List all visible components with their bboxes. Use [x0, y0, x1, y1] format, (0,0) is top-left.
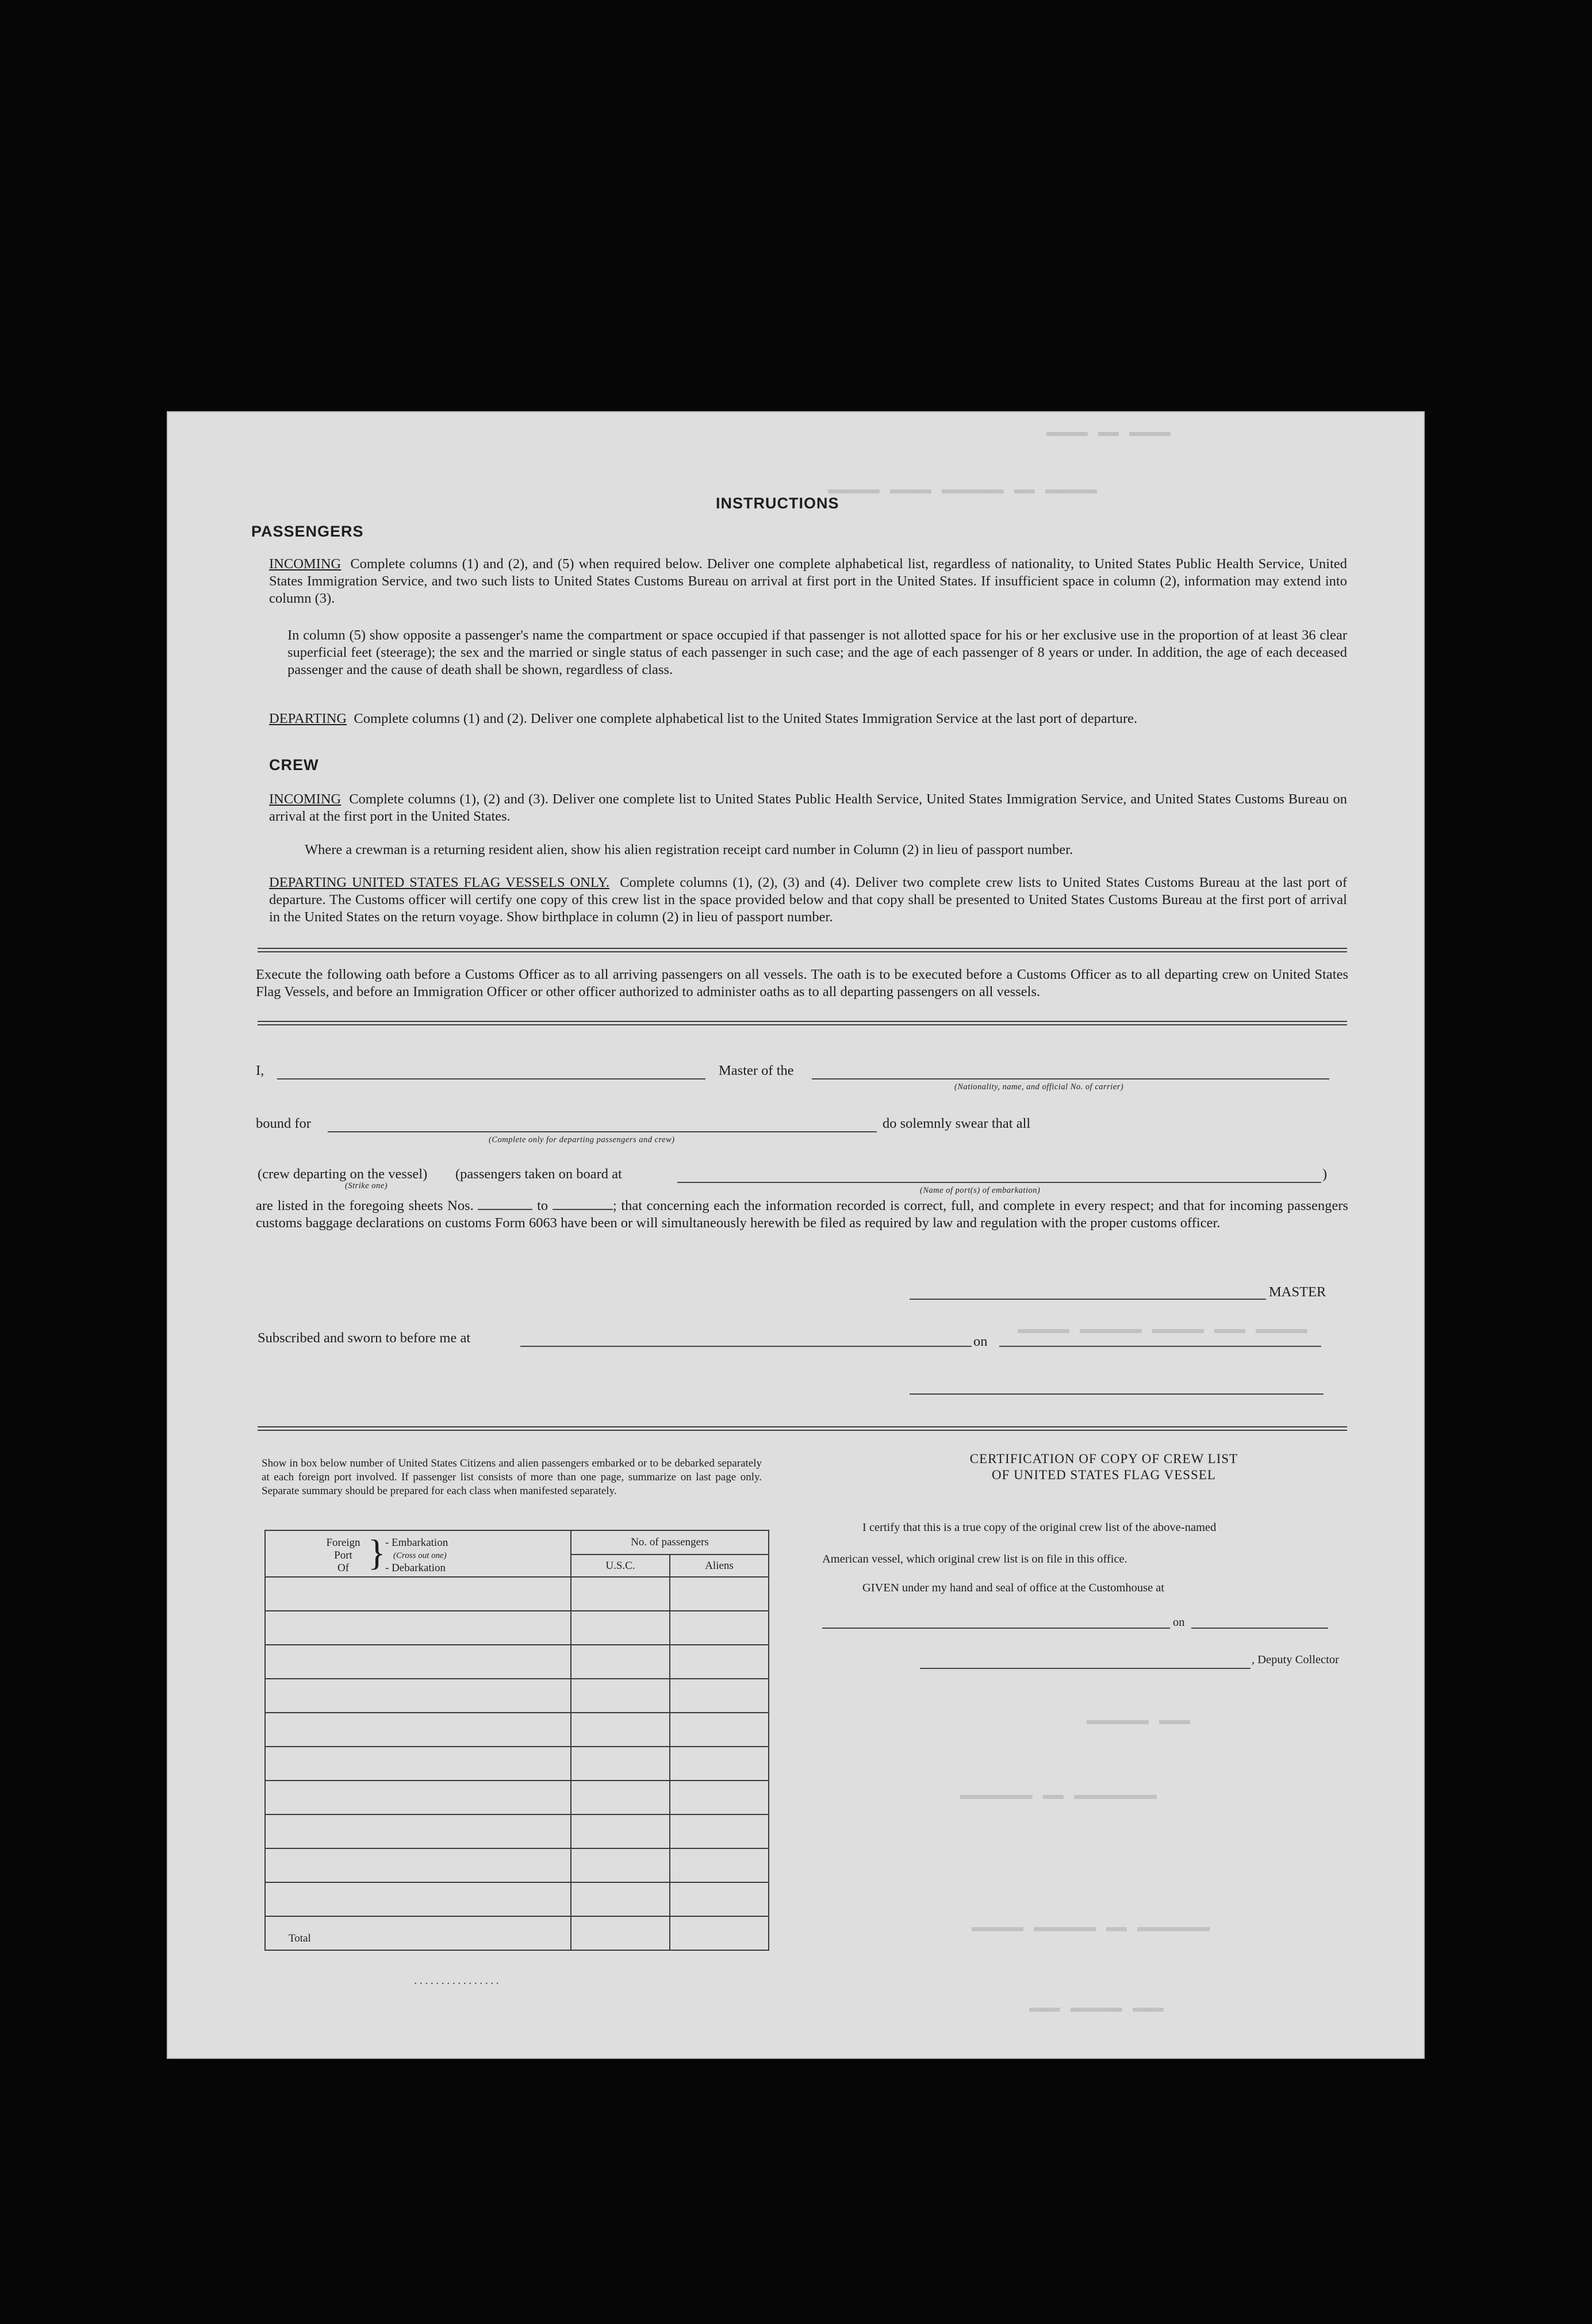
form-sheet: ▬▬▬▬ ▬▬ ▬▬▬▬ ▬▬▬▬▬ ▬▬▬▬ ▬▬▬▬▬▬ ▬▬ ▬▬▬▬▬ ▬▬▬▬▬ ▬▬▬▬▬▬ ▬▬▬▬▬ ▬▬▬ ▬▬▬▬▬ ▬▬▬▬▬▬ ▬▬▬ ▬▬▬▬▬▬▬ ▬▬ ▬▬▬▬▬▬▬▬ ▬▬▬▬▬ ▬▬▬▬▬▬ ▬▬ ▬▬▬▬▬▬▬ ▬▬▬ ▬▬▬▬▬ ▬▬▬ INSTRUCTIONS PASSENGERS INCOMING Complete columns (1) and (2), and (5) when required below. Deliver one complete alphabetical list, regardless of nationality, to United States Public Health Service, United States Immigration Service, and two such lists to United States Customs Bureau on arrival at first port in the United States. If insufficient space in column (2), information may extend into column (3). In column (5) show opposite a passenger's name the compartment or space occupied if that passenger is not allotted space for his or her exclusive use in the proportion of at least 36 clear superficial feet (steerage); the sex and the married or single status of each passenger in such case; and the age of each passenger of 8 years or under. In addition, the age of each deceased passenger and the cause of death shall be shown, regardless of class. DEPARTING Complete columns (1) and (2). Deliver one complete alphabetical list to the United States Immigration Service at the last port of departure. CREW INCOMING Complete columns (1), (2) and (3). Deliver one complete list to United States Public Health Service, United States Immigration Service, and United States Customs Bureau on arrival at the first port in the United States. Where a crewman is a returning resident alien, show his alien registration receipt card number in Column (2) in lieu of passport number. DEPARTING UNITED STATES FLAG VESSELS ONLY. Complete columns (1), (2), (3) and (4). Deliver two complete crew lists to United States Customs Bureau at the last port of departure. The Customs officer will certify one copy of this crew list in the space provided below and that copy shall be presented to United States Customs Bureau at the first port of arrival in the United States on the return voyage. Show birthplace in column (2) in lieu of passport number. Execute the following oath before a Customs Officer as to all arriving passengers on all vessels. The oath is to be executed before a Customs Officer as to all departing crew on United States Flag Vessels, and before an Immigration Officer or other officer authorized to administer oaths as to all departing passengers on all vessels. I, Master of the (Nationality, name, and official No. of carrier) bound for (Complete only for departing passengers and crew) do solemnly swear that all (crew departing on the vessel) (Strike one) (passengers taken on board at (Name of port(s) of embarkation) ) are listed in the foregoing sheets Nos. to ; that concerning each the information recorded is correct, full, and complete in every respect; and that for incoming passengers customs baggage declarations on customs Form 6063 have been or will simultaneously herewith be filed as required by law and regulation with the proper customs officer. MASTER Subscribed and sworn to before me at on Show in box below number of United States Citizens and alien passengers embarked or to be debarked separately at each foreign port involved. If passenger list consists of more than one page, summarize on last page only. Separate summary should be prepared for each class when manifested separately. Foreign Port Of } - Embarkation (Cross out one) - Debarkation No. of passengers U.S.C. Aliens Total CERTIFICATION OF COPY OF CREW LIST OF UNITED STATES FLAG VESSEL I certify that this is a true copy of the original crew list of the above-named American vessel, which original crew list is on file in this office. GIVEN under my hand and seal of office at the Customhouse at on , Deputy Collector ................ — [167, 411, 1425, 2059]
given-under-label: GIVEN under my hand and seal of office at the Customhouse at — [862, 1582, 1165, 1594]
foreign-port-header — [265, 1530, 571, 1577]
passengers-departing-text: Complete columns (1) and (2). Deliver one complete alphabetical list to the United States Immigration Service at the last port of departure. — [354, 711, 1138, 726]
port-cell[interactable] — [265, 1882, 571, 1916]
close-paren: ) — [1322, 1166, 1328, 1182]
embarkation-ports-line[interactable] — [677, 1182, 1321, 1183]
summary-row — [265, 1882, 769, 1916]
usc-cell[interactable] — [571, 1781, 670, 1814]
crew-incoming-instruction — [269, 791, 1347, 825]
aliens-cell[interactable] — [670, 1611, 769, 1645]
aliens-cell[interactable] — [670, 1814, 769, 1848]
crew-incoming-text: Complete columns (1), (2) and (3). Deliver one complete list to United States Public Health Service, United States Immigration Service, and United States Customs Bureau on arrival at the first port in the United States. — [269, 791, 1347, 824]
port-cell[interactable] — [265, 1645, 571, 1679]
dotted-mark: ................ — [414, 1973, 501, 1987]
passengers-taken-option: (passengers taken on board at — [455, 1166, 622, 1182]
aliens-cell[interactable] — [670, 1848, 769, 1882]
aliens-cell[interactable] — [670, 1713, 769, 1747]
total-usc-cell[interactable] — [571, 1916, 670, 1950]
section-divider-2 — [258, 1021, 1347, 1025]
instructions-heading: INSTRUCTIONS — [716, 495, 839, 512]
sworn-date-line[interactable] — [999, 1346, 1321, 1347]
deputy-collector-label: , Deputy Collector — [1252, 1653, 1340, 1666]
no-of-passengers-header: No. of passengers — [571, 1530, 769, 1555]
port-cell[interactable] — [265, 1577, 571, 1611]
bound-for-caption: (Complete only for departing passengers and crew) — [489, 1135, 675, 1144]
port-cell[interactable] — [265, 1747, 571, 1781]
passengers-departing-instruction — [269, 710, 1347, 728]
oath-instruction: Execute the following oath before a Customs Officer as to all arriving passengers on all vessels. The oath is to be executed before a Customs Officer as to all departing crew on United States Flag Vessels, and before an Immigration Officer or other officer authorized to administer oaths as to all departing passengers on all vessels. — [256, 967, 1348, 1000]
usc-header: U.S.C. — [571, 1555, 670, 1576]
customhouse-place-line[interactable] — [822, 1628, 1170, 1629]
crew-resident-instruction: Where a crewman is a returning resident alien, show his alien registration receipt card number in Column (2) in lieu of passport number. — [305, 842, 1073, 857]
vessel-name-line[interactable] — [812, 1078, 1329, 1079]
aliens-cell[interactable] — [670, 1747, 769, 1781]
certification-title-line2: OF UNITED STATES FLAG VESSEL — [992, 1468, 1216, 1482]
port-cell[interactable] — [265, 1814, 571, 1848]
crew-incoming-label: INCOMING — [269, 791, 342, 807]
deputy-signature-line[interactable] — [920, 1668, 1250, 1669]
total-aliens-cell[interactable] — [670, 1916, 769, 1950]
port-cell[interactable] — [265, 1781, 571, 1814]
swear-label: do solemnly swear that all — [883, 1116, 1031, 1131]
crew-departing-label: DEPARTING UNITED STATES FLAG VESSELS ONLY. — [269, 875, 610, 890]
strike-one-caption: (Strike one) — [345, 1181, 388, 1190]
usc-cell[interactable] — [571, 1611, 670, 1645]
ports-caption: (Name of port(s) of embarkation) — [920, 1186, 1041, 1195]
crew-departing-option: (crew departing on the vessel) — [258, 1166, 428, 1182]
master-label: MASTER — [1269, 1284, 1326, 1300]
sheet-to-line[interactable] — [553, 1199, 613, 1210]
sworn-on-label: on — [973, 1334, 988, 1349]
usc-cell[interactable] — [571, 1814, 670, 1848]
master-of-the-label: Master of the — [719, 1063, 794, 1078]
passengers-departing-label: DEPARTING — [269, 711, 347, 726]
usc-cell[interactable] — [571, 1848, 670, 1882]
oath-statement-text: ; that concerning each the information recorded is correct, full, and complete in every respect; and that for incoming passengers customs baggage declarations on customs Form 6063 have been or will simultaneously herewith be filed as required by law and regulation with the proper customs officer. — [256, 1198, 1349, 1231]
bound-for-line[interactable] — [328, 1131, 877, 1132]
port-cell[interactable] — [265, 1611, 571, 1645]
officer-signature-line[interactable] — [910, 1393, 1324, 1395]
summary-row — [265, 1645, 769, 1679]
passengers-incoming-text: Complete columns (1) and (2), and (5) when required below. Deliver one complete alphabetical list, regardless of nationality, to United States Public Health Service, United States Immigration Service, and two such lists to United States Customs Bureau on arrival at first port in the United States. If insufficient space in column (2), information may extend into column (3). — [269, 556, 1348, 606]
sheet-from-line[interactable] — [478, 1199, 532, 1210]
certification-title — [880, 1451, 1328, 1483]
aliens-cell[interactable] — [670, 1679, 769, 1713]
summary-row — [265, 1713, 769, 1747]
certification-date-line[interactable] — [1191, 1628, 1328, 1629]
summary-rows — [265, 1577, 769, 1917]
sheets-prefix: are listed in the foregoing sheets Nos. — [256, 1198, 474, 1213]
certify-line1: I certify that this is a true copy of the original crew list of the above-named — [862, 1521, 1217, 1534]
summary-row — [265, 1848, 769, 1882]
summary-row — [265, 1679, 769, 1713]
foreign-label: Foreign — [326, 1537, 360, 1549]
summary-row — [265, 1781, 769, 1814]
passengers-incoming-instruction — [269, 556, 1347, 607]
summary-row — [265, 1814, 769, 1848]
certification-title-line1: CERTIFICATION OF COPY OF CREW LIST — [969, 1452, 1238, 1466]
oath-statement — [256, 1197, 1348, 1232]
usc-cell[interactable] — [571, 1679, 670, 1713]
port-label: Port — [334, 1549, 352, 1561]
of-label: Of — [337, 1562, 350, 1574]
section-divider-1 — [258, 948, 1347, 952]
aliens-cell[interactable] — [670, 1781, 769, 1814]
oath-i-label: I, — [256, 1063, 264, 1078]
certify-line2: American vessel, which original crew list is on file in this office. — [822, 1553, 1127, 1565]
summary-row — [265, 1577, 769, 1611]
master-name-line[interactable] — [277, 1078, 705, 1079]
crew-departing-instruction — [269, 874, 1347, 926]
usc-cell[interactable] — [571, 1747, 670, 1781]
crew-heading: CREW — [269, 756, 319, 774]
summary-instruction: Show in box below number of United States Citizens and alien passengers embarked or to be debarked separately at each foreign port involved. If passenger list consists of more than one page, summarize on last page only. Separate summary should be prepared for each class when manifested separately. — [262, 1457, 762, 1497]
passenger-summary-table — [264, 1530, 769, 1951]
crew-departing-text: Complete columns (1), (2), (3) and (4). Deliver two complete crew lists to United States Customs Bureau at the last port of departure. The Customs officer will certify one copy of this crew list in the space provided below and that copy shall be presented to United States Customs Bureau at the first port of arrival in the United States on the return voyage. Show birthplace in column (2) in lieu of passport number. — [269, 875, 1347, 925]
usc-cell[interactable] — [571, 1713, 670, 1747]
passengers-heading: PASSENGERS — [251, 523, 364, 540]
total-label: Total — [265, 1916, 571, 1950]
subscribed-label: Subscribed and sworn to before me at — [258, 1330, 471, 1346]
passengers-column5-instruction: In column (5) show opposite a passenger's name the compartment or space occupied if that passenger is not allotted space for his or her exclusive use in the proportion of at least 36 clear superficial feet (steerage); the sex and the married or single status of each passenger in such case; and the age of each passenger of 8 years or under. In addition, the age of each deceased passenger and the cause of death shall be shown, regardless of class. — [287, 627, 1347, 677]
aliens-cell[interactable] — [670, 1577, 769, 1611]
usc-cell[interactable] — [571, 1882, 670, 1916]
bound-for-label: bound for — [256, 1116, 311, 1131]
vessel-caption: (Nationality, name, and official No. of carrier) — [954, 1082, 1124, 1092]
aliens-cell[interactable] — [670, 1882, 769, 1916]
port-cell[interactable] — [265, 1848, 571, 1882]
aliens-cell[interactable] — [670, 1645, 769, 1679]
certification-on-label: on — [1173, 1616, 1185, 1629]
cross-out-caption: (Cross out one) — [393, 1551, 447, 1560]
port-cell[interactable] — [265, 1679, 571, 1713]
sworn-place-line[interactable] — [520, 1346, 972, 1347]
usc-cell[interactable] — [571, 1645, 670, 1679]
brace-icon: } — [368, 1532, 386, 1573]
master-signature-line[interactable] — [910, 1299, 1266, 1300]
usc-cell[interactable] — [571, 1577, 670, 1611]
sheets-to-label: to — [537, 1198, 548, 1213]
passengers-incoming-label: INCOMING — [269, 556, 342, 572]
summary-row — [265, 1611, 769, 1645]
aliens-header: Aliens — [670, 1555, 769, 1576]
section-divider-3 — [258, 1426, 1347, 1431]
summary-row — [265, 1747, 769, 1781]
embarkation-label: - Embarkation — [385, 1537, 448, 1549]
debarkation-label: - Debarkation — [385, 1562, 446, 1574]
port-cell[interactable] — [265, 1713, 571, 1747]
